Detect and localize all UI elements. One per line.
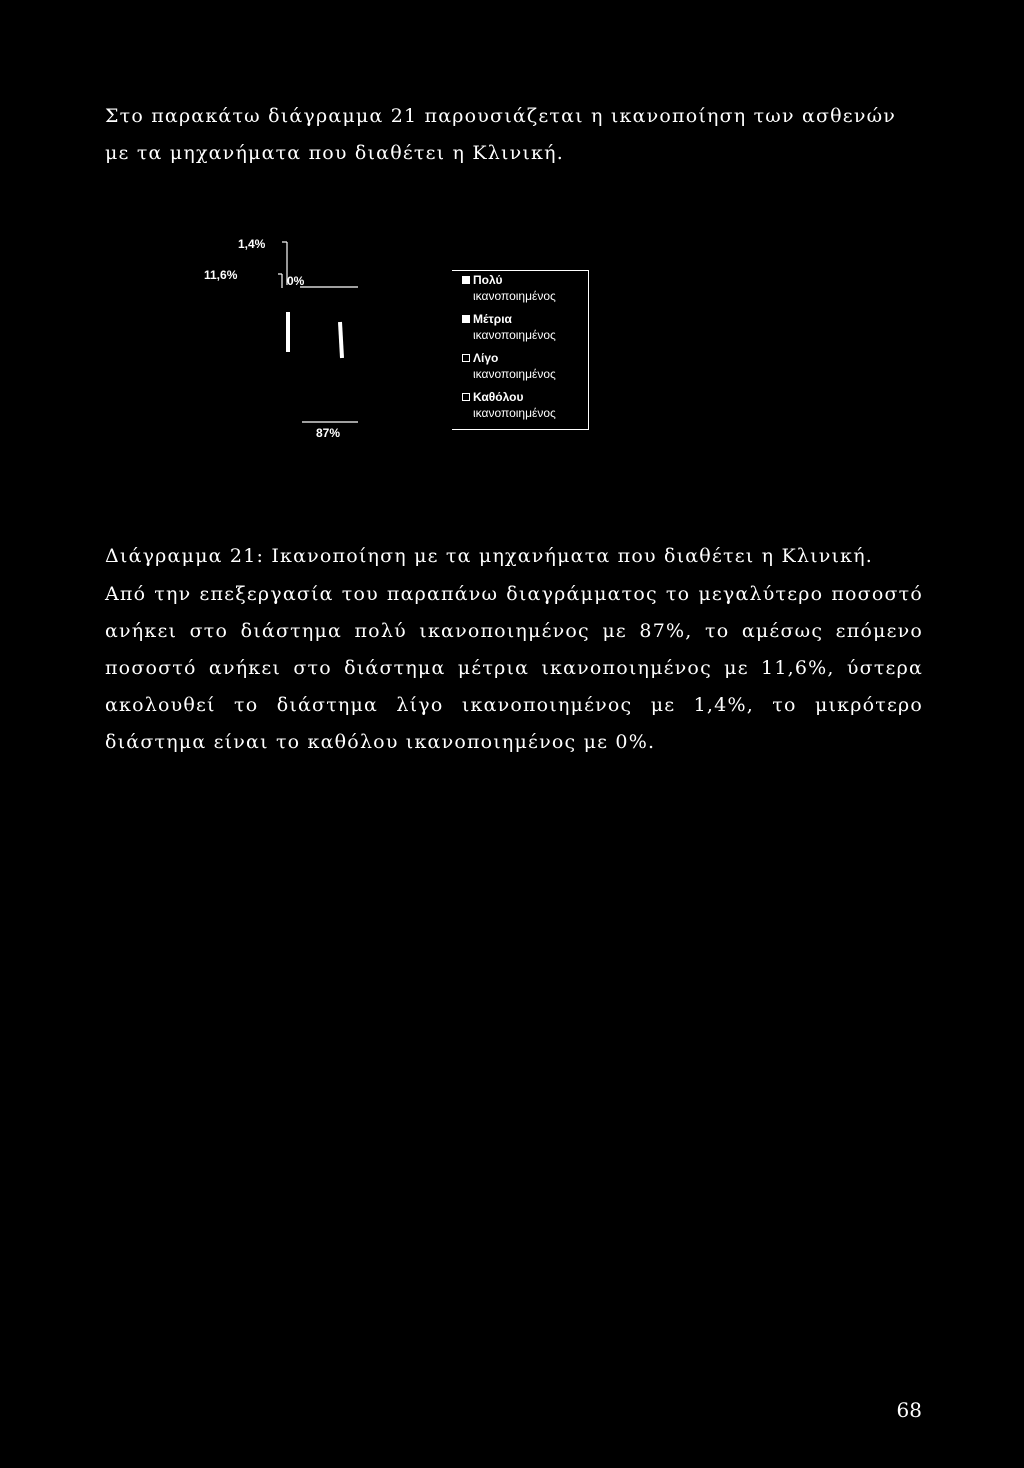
legend-label: Λίγο (473, 351, 499, 365)
legend-label-line2: ικανοποιημένος (473, 367, 556, 381)
legend-item-poly (452, 271, 588, 310)
legend-label: Πολύ (473, 273, 503, 287)
legend-item-ligo (452, 349, 588, 388)
legend-label-line2: ικανοποιημένος (473, 406, 556, 420)
chart-legend (452, 270, 589, 430)
label-1-4: 1,4% (238, 237, 266, 251)
legend-label-line2: ικανοποιημένος (473, 328, 556, 342)
filled-square-icon (462, 315, 470, 323)
filled-square-icon (462, 276, 470, 284)
label-0: 0% (287, 274, 305, 288)
analysis-paragraph: Από την επεξεργασία του παραπάνω διαγράμματος το μεγαλύτερο ποσοστό ανήκει στο διάστημα πολύ ικανοποιημένος με 87%, το αμέσως επόμενο ποσοστό ανήκει στο διάστημα μέτρια ικανοποιημένος με 11,6%, ύστερα ακολουθεί το διάστημα λίγο ικανοποιημένος με 1,4%, το μικρότερο διάστημα είναι το καθόλου ικανοποιημένος με 0%. (105, 583, 923, 753)
page-number: 68 (896, 1398, 922, 1422)
legend-item-metria (452, 310, 588, 349)
satisfaction-pie-chart (190, 230, 610, 470)
label-11-6: 11,6% (204, 268, 238, 282)
intro-paragraph: Στο παρακάτω διάγραμμα 21 παρουσιάζεται η ικανοποίηση των ασθενών με τα μηχανήματα που διαθέτει η Κλινική. (105, 105, 897, 164)
label-87: 87% (316, 426, 341, 440)
legend-label: Μέτρια (473, 312, 512, 326)
hollow-square-icon (462, 354, 470, 362)
legend-label: Καθόλου (473, 390, 524, 404)
hollow-square-icon (462, 393, 470, 401)
legend-item-katholou (452, 388, 588, 427)
slice-separator-2 (340, 322, 342, 358)
figure-caption: Διάγραμμα 21: Ικανοποίηση με τα μηχανήματα που διαθέτει η Κλινική. (105, 545, 874, 567)
legend-label-line2: ικανοποιημένος (473, 289, 556, 303)
